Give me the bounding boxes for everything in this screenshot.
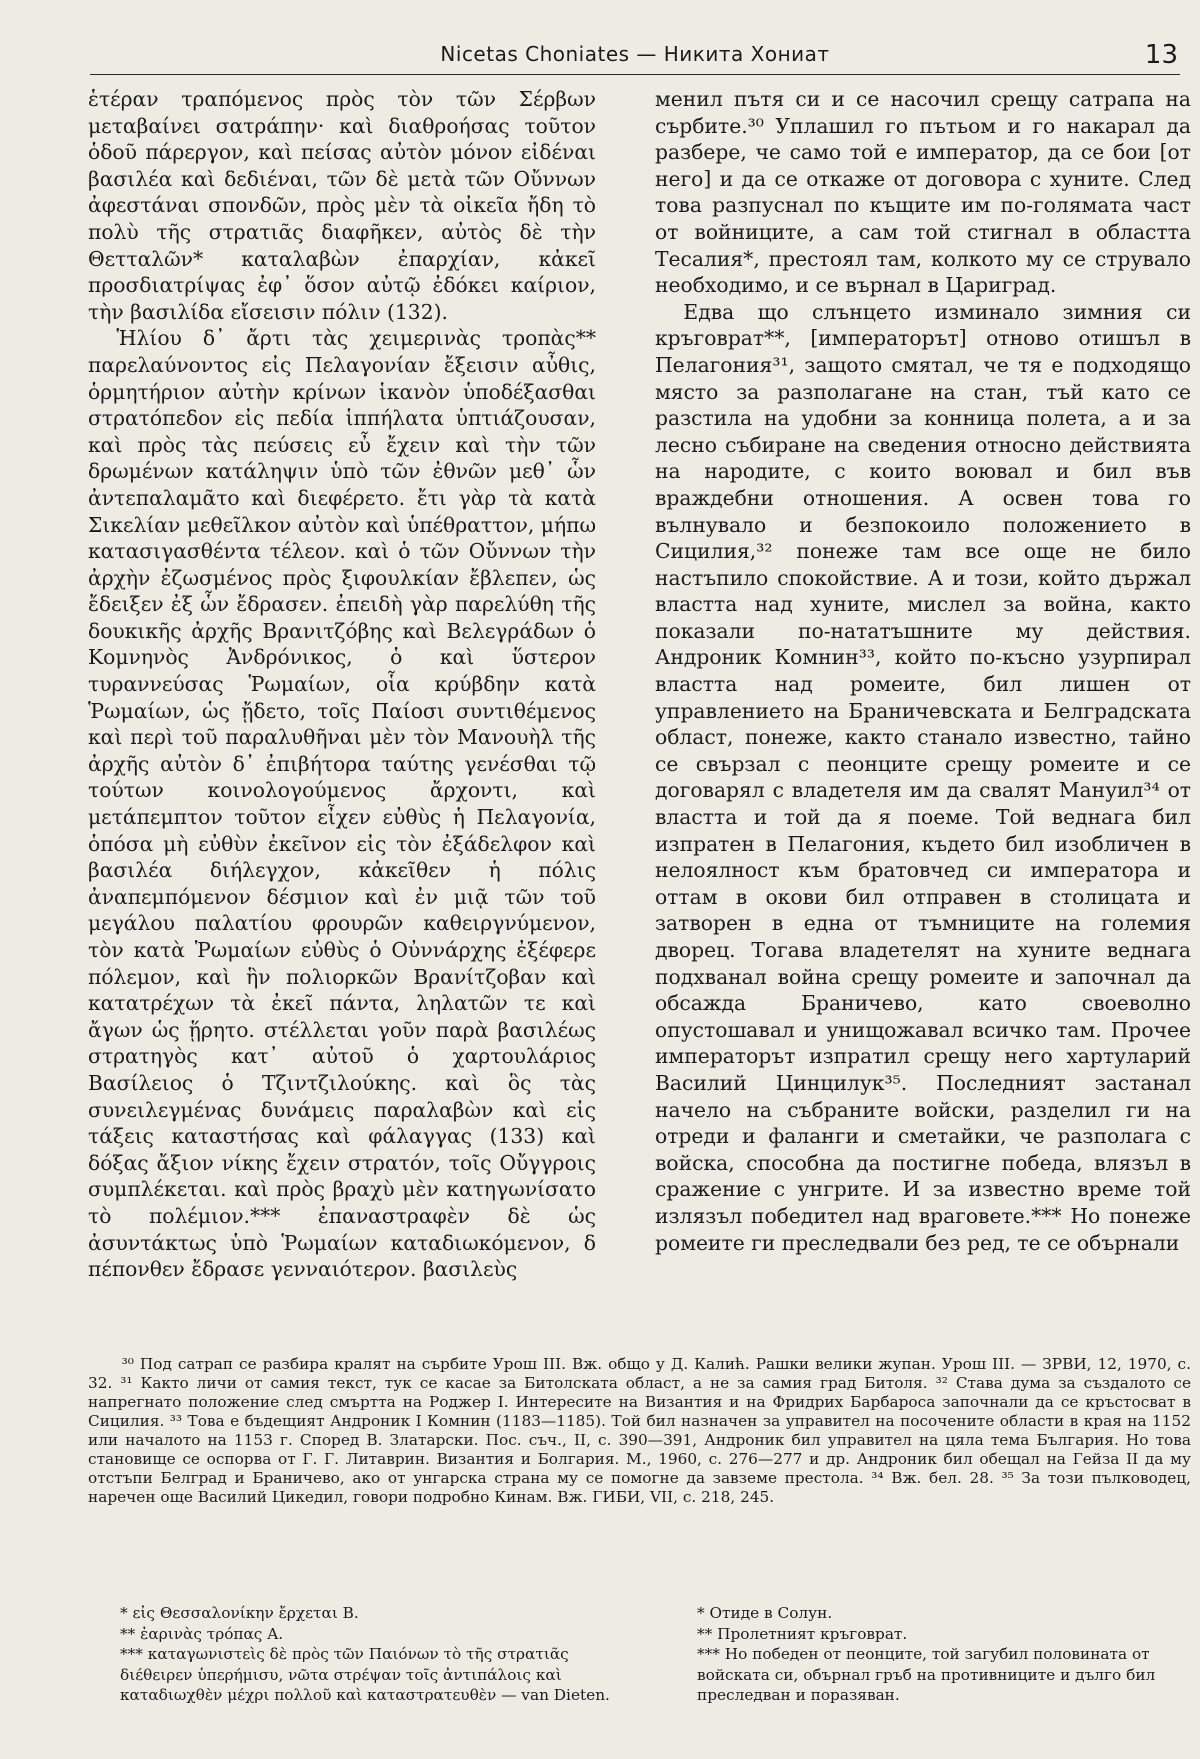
page-number: 13 xyxy=(1144,40,1178,70)
greek-text-column xyxy=(88,86,596,1283)
bulgarian-variant: * Отиде в Солун. xyxy=(697,1604,833,1622)
running-header xyxy=(90,40,1180,75)
bulgarian-paragraph-1: менил пътя си и се насочил срещу сатрапа на сърбите.³⁰ Уплашил го пътьом и го накарал да разбере, че само той е император, да се бои [от него] и да се откаже от договора с хуните. След това разпуснал по къщите им по-голямата част от войниците, а сам той стигнал в областта Тесалия*, престоял там, колкото му се струвало необходимо, и се върнал в Цариград. xyxy=(655,87,1191,298)
bulgarian-text-column xyxy=(655,86,1191,1256)
greek-paragraph-1: ἑτέραν τραπόμενος πρὸς τὸν τῶν Σέρβων μεταβαίνει σατράπην· καὶ διαθροήσας τοῦτον ὁδοῦ πάρεργον, καὶ πείσας αὐτὸν μόνον εἰδέναι βασιλέα καὶ δεδιέναι, τῶν δὲ μετὰ τῶν Οὔννων ἀφεστάναι σπονδῶν, πρὸς μὲν τὰ οἰκεῖα ἤδη τὸ πολὺ τῆς στρατιᾶς διαφῆκεν, αὐτὸς δὲ τὴν Θετταλῶν* καταλαβὼν ἐπαρχίαν, κἀκεῖ προσδιατρίψας ἐφ᾽ ὅσον αὐτῷ ἐδόκει καίριον, τὴν βασιλίδα εἴσεισιν πόλιν (132). xyxy=(88,87,596,324)
greek-variant: * εἰς Θεσσαλονίκην ἔρχεται B. xyxy=(120,1604,359,1622)
greek-variant: ** ἐαρινὰς τρόπας A. xyxy=(120,1624,284,1643)
footnotes-text: ³⁰ Под сатрап се разбира кралят на сърбите Урош III. Вж. общо у Д. Калић. Рашки велики жупан. Урош III. — ЗРВИ, 12, 1970, с. 32. ³¹ Както личи от самия текст, тук се касае за Битолската област, а не за самия град Битоля. ³² Става дума за създалото се напрегнато положение след смъртта на Роджер I. Интересите на Византия и на Фридрих Барбароса започнали да се кръстосват в Сицилия. ³³ Това е бъдещият Андроник I Комнин (1183—1185). Той бил назначен за управител на посочените области в края на 1152 или началото на 1153 г. Според В. Златарски. Пос. съч., II, с. 390—391, Андроник бил управител на цяла тема България. Но това становище се оспорва от Г. Г. Литаврин. Византия и Болгария. М., 1960, с. 276—277 и др. Андроник бил обещал на Гейза II да му отстъпи Белград и Браничево, ако от унгарска страна му се помогне да завземе престола. ³⁴ Вж. бел. 28. ³⁵ За този пълководец, наречен още Василий Цикедил, говори подробно Кинам. Вж. ГИБИ, VII, с. 218, 245. xyxy=(88,1355,1191,1506)
greek-variant: *** καταγωνιστεὶς δὲ πρὸς τῶν Παιόνων τὸ τῆς στρατιᾶς διέθειρεν ὑπερήμισυ, νῶτα στρέψαν τοῖς ἀντιπάλοις καὶ καταδιωχθὲν μέχρι πολλοῦ καὶ καταστρατευθὲν — van Dieten. xyxy=(120,1645,610,1704)
bulgarian-variant: *** Но победен от пеонците, той загубил половината от войската си, обърнал гръб на противниците и дълго бил преследван и поразяван. xyxy=(697,1645,1156,1704)
bulgarian-paragraph-2: Едва що слънцето изминало зимния си кръговрат**, [императорът] отново отишъл в Пелагония³¹, защото смятал, че тя е подходящо място за разполагане на стан, тъй като се разстила на удобни за конница полета, а и за лесно събиране на сведения относно действията на народите, с които воювал и бил във враждебни отношения. А освен това го вълнувало и безпокоило положението в Сицилия,³² понеже там все още не било настъпило спокойствие. А и този, който държал властта над хуните, мислел за война, както показали по-нататъшните му действия. Андроник Комнин³³, който по-късно узурпирал властта над ромеите, бил лишен от управлението на Браничевската и Белградската област, понеже, както станало известно, тайно се свързал с пеонците срещу ромеите и се договарял с владетеля им да свалят Мануил³⁴ от властта и той да я поеме. Той веднага бил изпратен в Пелагония, където бил изобличен в нелоялност към братовчед си императора и оттам в окови бил отправен в столицата и затворен в една от тъмниците на големия дворец. Тогава владетелят на хуните веднага подхванал война срещу ромеите и започнал да обсажда Браничево, като своеволно опустошавал и унищожавал всичко там. Прочее императорът изпратил срещу него хартуларий Василий Цинцилук³⁵. Последният застанал начело на събраните войски, разделил ги на отреди и фаланги и сметайки, че разполага с войска, способна да постигне победа, влязъл в сражение с унгрите. И за известно време той излязъл победител над враговете.*** Но понеже ромеите ги преследвали без ред, те се обърнали xyxy=(655,299,1191,1255)
greek-apparatus xyxy=(120,1603,640,1706)
greek-paragraph-2: Ἡλίου δ᾽ ἄρτι τὰς χειμερινὰς τροπὰς** παρελαύνοντος εἰς Πελαγονίαν ἔξεισιν αὖθις, ὁρμητήριον αὐτὴν κρίνων ἱκανὸν ὑποδέξασθαι στρατόπεδον εἰς πεδία ἱππήλατα ὑπτιάζουσαν, καὶ πρὸς τὰς πεύσεις εὖ ἔχειν καὶ τὴν τῶν δρωμένων κατάληψιν ὑπὸ τῶν ἐθνῶν μεθ᾽ ὧν ἀντεπαλαμᾶτο καὶ διεφέρετο. ἔτι γὰρ τὰ κατὰ Σικελίαν μεθεῖλκον αὐτὸν καὶ ὑπέθραττον, μήπω κατασιγασθέντα τέλεον. καὶ ὁ τῶν Οὔννων τὴν ἀρχὴν ἐζωσμένος πρὸς ξιφουλκίαν ἔβλεπεν, ὡς ἔδειξεν ἐξ ὧν ἔδρασεν. ἐπειδὴ γὰρ παρελύθη τῆς δουκικῆς ἀρχῆς Βρανιτζόβης καὶ Βελεγράδων ὁ Κομνηνὸς Ἀνδρόνικος, ὁ καὶ ὕστερον τυραννεύσας Ῥωμαίων, οἷα κρύβδην κατὰ Ῥωμαίων, ὡς ᾔδετο, τοῖς Παίοσι συντιθέμενος καὶ περὶ τοῦ παραλυθῆναι μὲν τὸν Μανουὴλ τῆς ἀρχῆς αὐτὸν δ᾽ ἐπιβήτορα ταύτης γενέσθαι τῷ τούτων κοινολογούμενος ἄρχοντι, καὶ μετάπεμπτον τοῦτον εἶχεν εὐθὺς ἡ Πελαγονία, ὁπόσα μὴ εὐθὺν ἐκεῖνον εἰς τὸν ἐξάδελφον καὶ βασιλέα διήλεγχον, κἀκεῖθεν ἡ πόλις ἀναπεμπόμενον δέσμιον καὶ ἐν μιᾷ τῶν τοῦ μεγάλου παλατίου φρουρῶν καθειργνύμενον, τὸν κατὰ Ῥωμαίων εὐθὺς ὁ Οὐννάρχης ἐξέφερε πόλεμον, καὶ ἣν πολιορκῶν Βρανίτζοβαν καὶ κατατρέχων τὰ ἐκεῖ πάντα, ληλατῶν τε καὶ ἄγων ὡς ᾕρητο. στέλλεται γοῦν παρὰ βασιλέως στρατηγὸς κατ᾽ αὐτοῦ ὁ χαρτουλάριος Βασίλειος ὁ Τζιντζιλούκης. καὶ ὃς τὰς συνειλεγμένας δυνάμεις παραλαβὼν καὶ εἰς τάξεις καταστήσας καὶ φάλαγγας (133) καὶ δόξας ἄξιον νίκης ἔχειν στρατόν, τοῖς Οὔγγροις συμπλέκεται. καὶ πρὸς βραχὺ μὲν κατηγωνίσατο τὸ πολέμιον.*** ἐπαναστραφὲν δὲ ὡς ἀσυντάκτως ὑπὸ Ῥωμαίων καταδιωκόμενον, δ πέπονθεν ἔδρασε γενναιότερον. βασιλεὺς xyxy=(88,326,596,1282)
bulgarian-variant: ** Пролетният кръговрат. xyxy=(697,1624,908,1643)
footnotes xyxy=(88,1355,1191,1507)
bulgarian-apparatus xyxy=(697,1603,1197,1706)
running-title: Nicetas Choniates — Никита Хониат xyxy=(440,42,830,66)
